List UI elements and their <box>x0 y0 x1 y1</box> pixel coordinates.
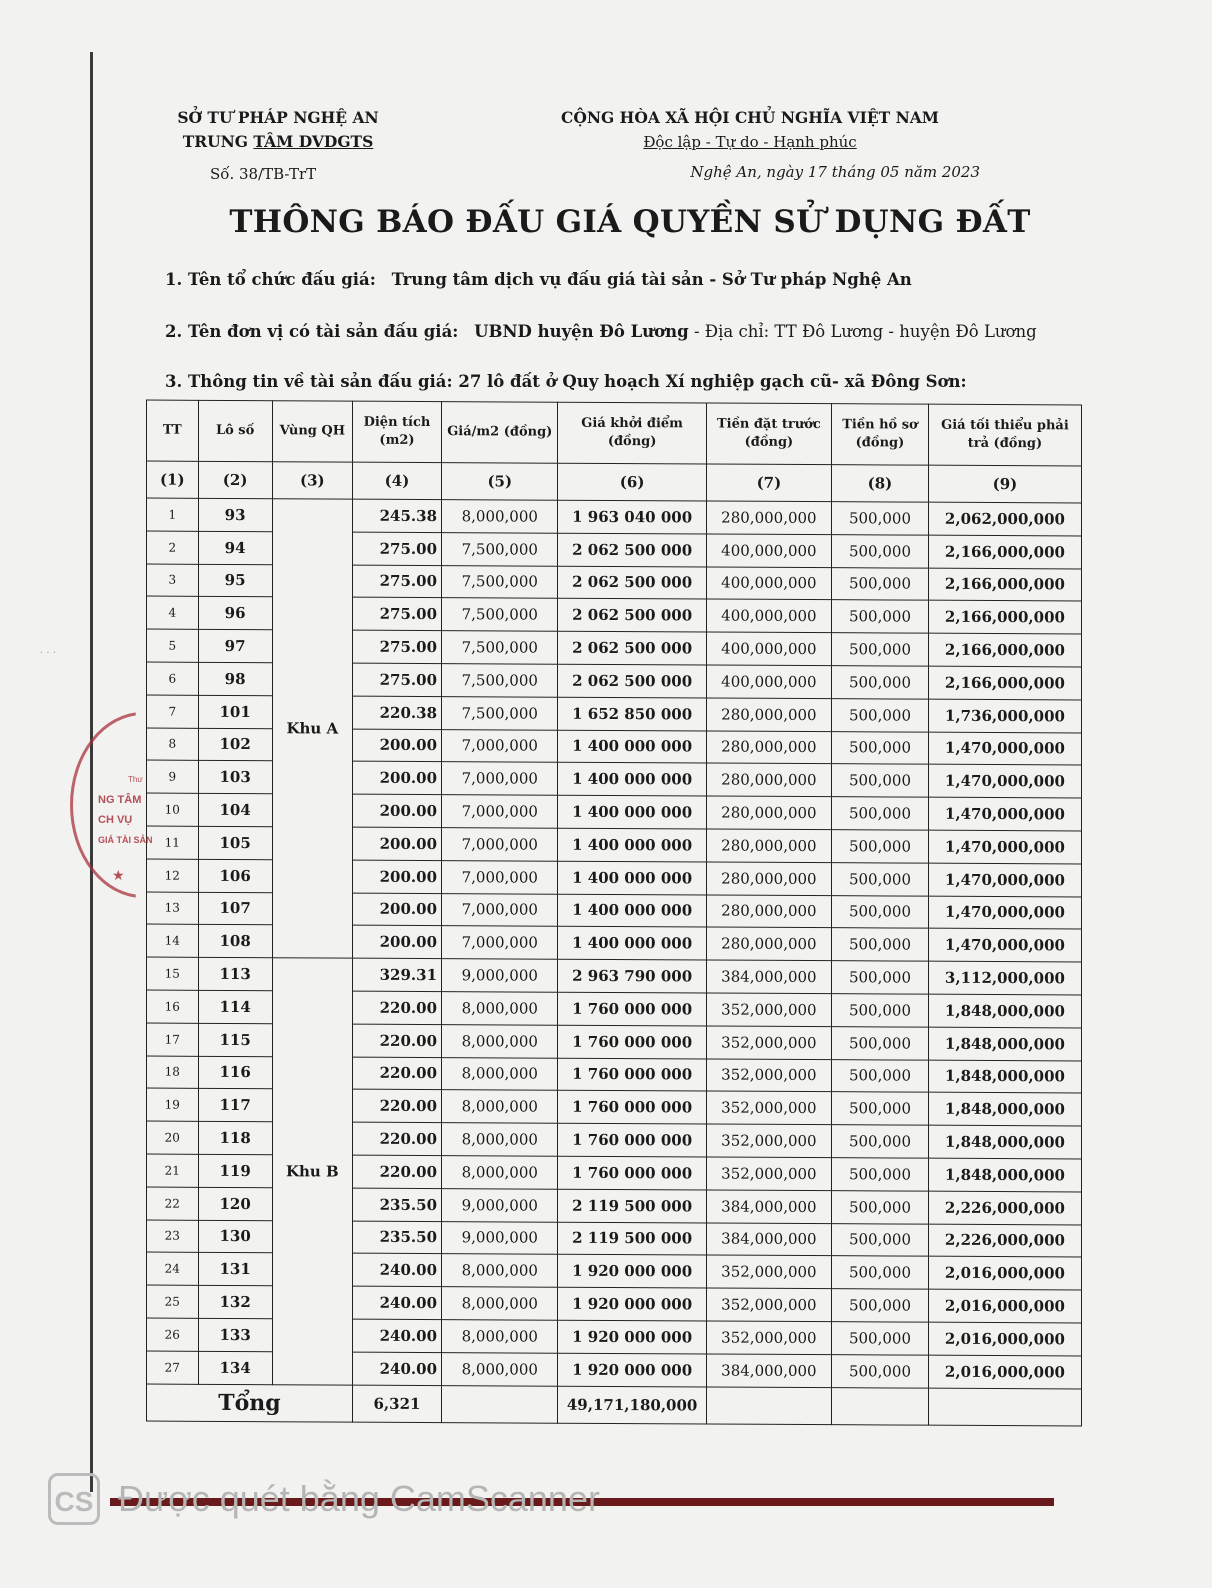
cell-gkd: 2 963 790 000 <box>558 959 706 993</box>
col-header-9: Giá tối thiểu phải trả (đồng) <box>928 404 1081 466</box>
cell-gkd: 1 920 000 000 <box>558 1255 706 1289</box>
cell-tt: 21 <box>147 1154 199 1187</box>
cell-gia: 8,000,000 <box>442 1156 558 1189</box>
cell-tdt: 352,000,000 <box>706 1288 831 1321</box>
cell-tdt: 400,000,000 <box>706 599 831 632</box>
cell-tdt: 280,000,000 <box>706 731 831 764</box>
info-item-1 <box>165 270 912 289</box>
doc-date: Nghệ An, ngày 17 tháng 05 năm 2023 <box>690 163 980 181</box>
cell-tt: 16 <box>147 990 199 1023</box>
index-cell: (6) <box>558 463 706 501</box>
cell-gkd: 1 760 000 000 <box>558 1058 706 1092</box>
cell-ths: 500,000 <box>832 1223 929 1256</box>
cell-gia: 9,000,000 <box>442 1221 558 1254</box>
index-cell: (5) <box>442 463 558 501</box>
scan-noise: · · · <box>40 648 56 659</box>
cell-gia: 7,500,000 <box>442 664 558 697</box>
cell-dt: 200.00 <box>352 860 441 893</box>
cell-gkd: 1 760 000 000 <box>558 1025 706 1059</box>
cell-lo: 118 <box>198 1121 272 1154</box>
cell-dt: 200.00 <box>352 762 441 795</box>
cell-lo: 132 <box>198 1285 272 1318</box>
cell-gia: 7,500,000 <box>442 631 558 664</box>
cell-lo: 107 <box>198 892 272 925</box>
cell-tdt: 384,000,000 <box>706 1190 831 1223</box>
cell-ths: 500,000 <box>832 567 929 600</box>
cell-gia: 7,000,000 <box>442 860 558 893</box>
cell-gkd: 1 400 000 000 <box>558 927 706 961</box>
cell-gkd: 1 760 000 000 <box>558 1123 706 1157</box>
cell-gtt: 2,166,000,000 <box>928 633 1081 667</box>
cell-lo: 103 <box>198 761 272 794</box>
cell-ths: 500,000 <box>832 1190 929 1223</box>
cell-gkd: 1 760 000 000 <box>558 1091 706 1125</box>
camscanner-watermark: Được quét bằng CamScanner <box>118 1478 600 1519</box>
issuer-line2-b: TÂM DVDGTS <box>253 132 374 151</box>
cell-tdt: 280,000,000 <box>706 895 831 928</box>
cell-tt: 8 <box>147 728 199 761</box>
cell-dt: 240.00 <box>352 1286 441 1319</box>
cell-tdt: 400,000,000 <box>706 632 831 665</box>
cell-gia: 8,000,000 <box>442 1123 558 1156</box>
total-empty <box>442 1385 558 1423</box>
index-row <box>147 461 1082 503</box>
cell-gia: 7,000,000 <box>442 729 558 762</box>
cell-ths: 500,000 <box>832 1092 929 1125</box>
index-cell: (2) <box>198 461 272 498</box>
cell-gkd: 2 119 500 000 <box>558 1189 706 1223</box>
cell-lo: 134 <box>198 1351 272 1384</box>
doc-number: Số. 38/TB-TrT <box>210 165 317 183</box>
cell-gtt: 1,848,000,000 <box>928 1060 1081 1094</box>
cell-gia: 7,000,000 <box>442 828 558 861</box>
cell-dt: 200.00 <box>352 925 441 958</box>
cell-gkd: 2 062 500 000 <box>558 599 706 633</box>
camscanner-logo: CS <box>48 1473 100 1525</box>
cell-dt: 220.00 <box>352 1057 441 1090</box>
cell-lo: 116 <box>198 1056 272 1089</box>
cell-tdt: 352,000,000 <box>706 1091 831 1124</box>
cell-gtt: 1,736,000,000 <box>928 699 1081 733</box>
motto: Độc lập - Tự do - Hạnh phúc <box>643 133 857 151</box>
cell-tt: 10 <box>147 793 199 826</box>
cell-lo: 102 <box>198 728 272 761</box>
cell-tt: 20 <box>147 1121 199 1154</box>
cell-gkd: 1 652 850 000 <box>558 697 706 731</box>
cell-gtt: 2,166,000,000 <box>928 535 1081 569</box>
cell-ths: 500,000 <box>832 1256 929 1289</box>
stamp-line1: Thư <box>128 775 143 784</box>
cell-tdt: 352,000,000 <box>706 1321 831 1354</box>
cell-lo: 98 <box>198 662 272 695</box>
cell-gtt: 2,166,000,000 <box>928 601 1081 635</box>
cell-gkd: 1 920 000 000 <box>558 1353 706 1387</box>
cell-gkd: 2 119 500 000 <box>558 1222 706 1256</box>
cell-gtt: 1,470,000,000 <box>928 797 1081 831</box>
cell-dt: 220.00 <box>352 1155 441 1188</box>
cell-gtt: 1,470,000,000 <box>928 830 1081 864</box>
table-header-row <box>147 400 1082 466</box>
cell-gkd: 2 062 500 000 <box>558 566 706 600</box>
index-cell: (9) <box>928 465 1081 503</box>
cell-gkd: 1 400 000 000 <box>558 795 706 829</box>
cell-tt: 3 <box>147 564 199 597</box>
cell-dt: 200.00 <box>352 827 441 860</box>
cell-lo: 120 <box>198 1187 272 1220</box>
cell-gia: 8,000,000 <box>442 500 558 533</box>
cell-ths: 500,000 <box>832 862 929 895</box>
cell-ths: 500,000 <box>832 600 929 633</box>
cell-gkd: 2 062 500 000 <box>558 664 706 698</box>
issuer-header <box>168 106 388 186</box>
info-item-2-value-b: - Địa chỉ: TT Đô Lương - huyện Đô Lương <box>688 322 1037 341</box>
cell-tt: 6 <box>147 662 199 695</box>
auction-table <box>146 400 1082 1426</box>
issuer-line1: SỞ TƯ PHÁP NGHỆ AN <box>177 108 379 127</box>
cell-gtt: 1,470,000,000 <box>928 929 1081 963</box>
cell-tdt: 352,000,000 <box>706 1026 831 1059</box>
cell-dt: 220.00 <box>352 1024 441 1057</box>
cell-ths: 500,000 <box>832 502 929 535</box>
cell-gia: 7,000,000 <box>442 893 558 926</box>
cell-tdt: 384,000,000 <box>706 960 831 993</box>
cell-dt: 240.00 <box>352 1352 441 1385</box>
cell-gkd: 2 062 500 000 <box>558 533 706 567</box>
cell-gkd: 1 920 000 000 <box>558 1287 706 1321</box>
info-item-2-value-a: UBND huyện Đô Lương <box>474 322 689 341</box>
cell-gtt: 1,470,000,000 <box>928 765 1081 799</box>
total-empty <box>832 1387 929 1425</box>
cell-gkd: 2 062 500 000 <box>558 631 706 665</box>
cell-tt: 19 <box>147 1088 199 1121</box>
cell-lo: 108 <box>198 925 272 958</box>
cell-gtt: 1,470,000,000 <box>928 732 1081 766</box>
cell-tdt: 352,000,000 <box>706 1124 831 1157</box>
cell-dt: 275.00 <box>352 532 441 565</box>
cell-gtt: 3,112,000,000 <box>928 961 1081 995</box>
cell-gia: 7,500,000 <box>442 598 558 631</box>
cell-gia: 7,000,000 <box>442 762 558 795</box>
col-header-3: Vùng QH <box>272 401 352 462</box>
cell-gtt: 2,166,000,000 <box>928 666 1081 700</box>
cell-tdt: 280,000,000 <box>706 698 831 731</box>
cell-gkd: 1 400 000 000 <box>558 730 706 764</box>
cell-dt: 200.00 <box>352 729 441 762</box>
index-cell: (8) <box>832 465 929 503</box>
cell-dt: 200.00 <box>352 794 441 827</box>
total-empty <box>928 1388 1081 1426</box>
stamp-line4: GIÁ TÀI SẢN <box>98 835 153 845</box>
table-body <box>147 461 1082 1425</box>
stamp-line3: CH VỤ <box>98 814 133 826</box>
cell-lo: 133 <box>198 1318 272 1351</box>
cell-tt: 4 <box>147 596 199 629</box>
cell-tdt: 384,000,000 <box>706 1223 831 1256</box>
cell-dt: 329.31 <box>352 958 441 991</box>
total-row <box>147 1384 1082 1426</box>
col-header-2: Lô số <box>198 400 272 461</box>
cell-gtt: 1,470,000,000 <box>928 896 1081 930</box>
info-item-3 <box>165 372 967 391</box>
cell-gkd: 1 963 040 000 <box>558 500 706 534</box>
info-item-1-value: Trung tâm dịch vụ đấu giá tài sản - Sở Tư pháp Nghệ An <box>391 270 912 289</box>
cell-gia: 8,000,000 <box>442 1090 558 1123</box>
stamp-star-icon: ★ <box>112 868 125 884</box>
cell-tdt: 352,000,000 <box>706 1255 831 1288</box>
col-header-4: Diện tích (m2) <box>352 401 441 462</box>
cell-tdt: 400,000,000 <box>706 567 831 600</box>
cell-tt: 26 <box>147 1318 199 1351</box>
cell-gtt: 2,016,000,000 <box>928 1355 1081 1389</box>
cell-ths: 500,000 <box>832 1158 929 1191</box>
cell-gtt: 2,016,000,000 <box>928 1256 1081 1290</box>
cell-tt: 15 <box>147 957 199 990</box>
nation-title: CỘNG HÒA XÃ HỘI CHỦ NGHĨA VIỆT NAM <box>561 108 939 127</box>
cell-tt: 23 <box>147 1220 199 1253</box>
cell-lo: 95 <box>198 564 272 597</box>
cell-gia: 8,000,000 <box>442 1024 558 1057</box>
zone-b-cell: Khu B <box>272 958 352 1385</box>
cell-lo: 117 <box>198 1089 272 1122</box>
cell-dt: 200.00 <box>352 893 441 926</box>
cell-tt: 27 <box>147 1351 199 1384</box>
cell-tt: 5 <box>147 629 199 662</box>
cell-tt: 2 <box>147 531 199 564</box>
cell-tdt: 280,000,000 <box>706 862 831 895</box>
cell-ths: 500,000 <box>832 994 929 1027</box>
cell-lo: 106 <box>198 859 272 892</box>
cell-ths: 500,000 <box>832 764 929 797</box>
cell-tdt: 280,000,000 <box>706 763 831 796</box>
cell-gkd: 1 400 000 000 <box>558 861 706 895</box>
cell-lo: 97 <box>198 630 272 663</box>
index-cell: (4) <box>352 462 441 499</box>
issuer-line2 <box>168 130 388 154</box>
cell-tt: 24 <box>147 1252 199 1285</box>
cell-gia: 9,000,000 <box>442 959 558 992</box>
cell-dt: 220.00 <box>352 991 441 1024</box>
cell-gkd: 1 400 000 000 <box>558 763 706 797</box>
cell-ths: 500,000 <box>832 698 929 731</box>
cell-dt: 220.00 <box>352 1089 441 1122</box>
cell-ths: 500,000 <box>832 1289 929 1322</box>
doc-title: THÔNG BÁO ĐẤU GIÁ QUYỀN SỬ DỤNG ĐẤT <box>229 204 1031 240</box>
cell-tdt: 280,000,000 <box>706 927 831 960</box>
cell-dt: 220.38 <box>352 696 441 729</box>
cell-tt: 7 <box>147 695 199 728</box>
cell-gia: 8,000,000 <box>442 1254 558 1287</box>
cell-tt: 11 <box>147 826 199 859</box>
total-area: 6,321 <box>352 1385 441 1422</box>
info-item-2-label: 2. Tên đơn vị có tài sản đấu giá: <box>165 322 459 341</box>
cell-ths: 500,000 <box>832 534 929 567</box>
cell-gtt: 2,016,000,000 <box>928 1289 1081 1323</box>
total-start-price: 49,171,180,000 <box>558 1386 706 1424</box>
cell-gtt: 2,062,000,000 <box>928 502 1081 536</box>
cell-dt: 220.00 <box>352 1122 441 1155</box>
cell-ths: 500,000 <box>832 797 929 830</box>
cell-ths: 500,000 <box>832 1322 929 1355</box>
cell-tt: 9 <box>147 760 199 793</box>
cell-tdt: 280,000,000 <box>706 796 831 829</box>
index-cell: (7) <box>706 464 831 502</box>
cell-gkd: 1 400 000 000 <box>558 894 706 928</box>
cell-dt: 235.50 <box>352 1188 441 1221</box>
stamp-text <box>98 770 153 850</box>
cell-tdt: 352,000,000 <box>706 1157 831 1190</box>
cell-tt: 22 <box>147 1187 199 1220</box>
cell-gkd: 1 920 000 000 <box>558 1320 706 1354</box>
total-empty <box>706 1386 831 1424</box>
cell-gkd: 1 400 000 000 <box>558 828 706 862</box>
cell-lo: 105 <box>198 826 272 859</box>
cell-dt: 240.00 <box>352 1253 441 1286</box>
cell-ths: 500,000 <box>832 1125 929 1158</box>
col-header-1: TT <box>147 400 199 461</box>
info-item-2 <box>165 322 1037 341</box>
cell-tt: 1 <box>147 498 199 531</box>
cell-gtt: 2,226,000,000 <box>928 1224 1081 1258</box>
cell-gtt: 1,848,000,000 <box>928 1027 1081 1061</box>
cell-dt: 275.00 <box>352 598 441 631</box>
table-row <box>147 498 1082 536</box>
cell-ths: 500,000 <box>832 666 929 699</box>
cell-lo: 104 <box>198 793 272 826</box>
cell-ths: 500,000 <box>832 1354 929 1387</box>
cell-dt: 275.00 <box>352 565 441 598</box>
cell-gia: 8,000,000 <box>442 1352 558 1385</box>
col-header-5: Giá/m2 (đồng) <box>442 402 558 464</box>
cell-tdt: 400,000,000 <box>706 534 831 567</box>
cell-ths: 500,000 <box>832 961 929 994</box>
cell-tdt: 352,000,000 <box>706 993 831 1026</box>
info-item-1-label: 1. Tên tổ chức đấu giá: <box>165 270 376 289</box>
cell-lo: 114 <box>198 990 272 1023</box>
info-item-3-text: 3. Thông tin về tài sản đấu giá: 27 lô đất ở Quy hoạch Xí nghiệp gạch cũ- xã Đông Sơn: <box>165 372 967 391</box>
cell-dt: 240.00 <box>352 1319 441 1352</box>
cell-dt: 275.00 <box>352 663 441 696</box>
cell-gtt: 1,848,000,000 <box>928 1158 1081 1192</box>
cell-lo: 119 <box>198 1154 272 1187</box>
cell-tt: 25 <box>147 1285 199 1318</box>
cell-lo: 131 <box>198 1253 272 1286</box>
cell-gtt: 2,166,000,000 <box>928 568 1081 602</box>
cell-gia: 8,000,000 <box>442 1057 558 1090</box>
issuer-line2-a: TRUNG <box>182 132 254 151</box>
cell-dt: 235.50 <box>352 1221 441 1254</box>
cell-tt: 18 <box>147 1056 199 1089</box>
cell-gtt: 1,848,000,000 <box>928 994 1081 1028</box>
cell-ths: 500,000 <box>832 895 929 928</box>
cell-gia: 7,000,000 <box>442 795 558 828</box>
cell-tdt: 280,000,000 <box>706 501 831 534</box>
cell-gtt: 2,226,000,000 <box>928 1191 1081 1225</box>
col-header-7: Tiền đặt trước (đồng) <box>706 403 831 465</box>
cell-dt: 245.38 <box>352 499 441 532</box>
cell-dt: 275.00 <box>352 630 441 663</box>
cell-lo: 101 <box>198 695 272 728</box>
cell-gkd: 1 760 000 000 <box>558 1156 706 1190</box>
cell-gtt: 1,848,000,000 <box>928 1092 1081 1126</box>
cell-tdt: 280,000,000 <box>706 829 831 862</box>
col-header-6: Giá khởi điểm (đồng) <box>558 402 706 464</box>
index-cell: (3) <box>272 462 352 499</box>
cell-tt: 12 <box>147 859 199 892</box>
cell-gkd: 1 760 000 000 <box>558 992 706 1026</box>
cell-tt: 17 <box>147 1023 199 1056</box>
national-header <box>520 106 980 184</box>
cell-lo: 93 <box>198 498 272 531</box>
cell-gtt: 1,848,000,000 <box>928 1125 1081 1159</box>
cell-ths: 500,000 <box>832 731 929 764</box>
cell-tt: 13 <box>147 892 199 925</box>
cell-tdt: 384,000,000 <box>706 1354 831 1387</box>
cell-lo: 94 <box>198 531 272 564</box>
cell-lo: 96 <box>198 597 272 630</box>
cell-tdt: 352,000,000 <box>706 1059 831 1092</box>
index-cell: (1) <box>147 461 199 498</box>
cell-lo: 130 <box>198 1220 272 1253</box>
cell-tdt: 400,000,000 <box>706 665 831 698</box>
cell-gia: 9,000,000 <box>442 1188 558 1221</box>
cell-gia: 7,500,000 <box>442 696 558 729</box>
cell-lo: 113 <box>198 957 272 990</box>
cell-ths: 500,000 <box>832 633 929 666</box>
stamp-line2: NG TÂM <box>98 794 142 806</box>
cell-ths: 500,000 <box>832 928 929 961</box>
cell-gtt: 2,016,000,000 <box>928 1322 1081 1356</box>
table-row <box>147 957 1082 995</box>
cell-gia: 7,500,000 <box>442 532 558 565</box>
total-label: Tổng <box>147 1384 353 1422</box>
cell-lo: 115 <box>198 1023 272 1056</box>
cell-ths: 500,000 <box>832 830 929 863</box>
cell-gia: 7,500,000 <box>442 565 558 598</box>
cell-ths: 500,000 <box>832 1026 929 1059</box>
zone-a-cell: Khu A <box>272 499 352 959</box>
cell-ths: 500,000 <box>832 1059 929 1092</box>
cell-gia: 8,000,000 <box>442 1320 558 1353</box>
cell-gia: 7,000,000 <box>442 926 558 959</box>
cell-gia: 8,000,000 <box>442 1287 558 1320</box>
cell-tt: 14 <box>147 924 199 957</box>
cell-gtt: 1,470,000,000 <box>928 863 1081 897</box>
col-header-8: Tiền hồ sơ (đồng) <box>832 404 929 466</box>
cell-gia: 8,000,000 <box>442 992 558 1025</box>
